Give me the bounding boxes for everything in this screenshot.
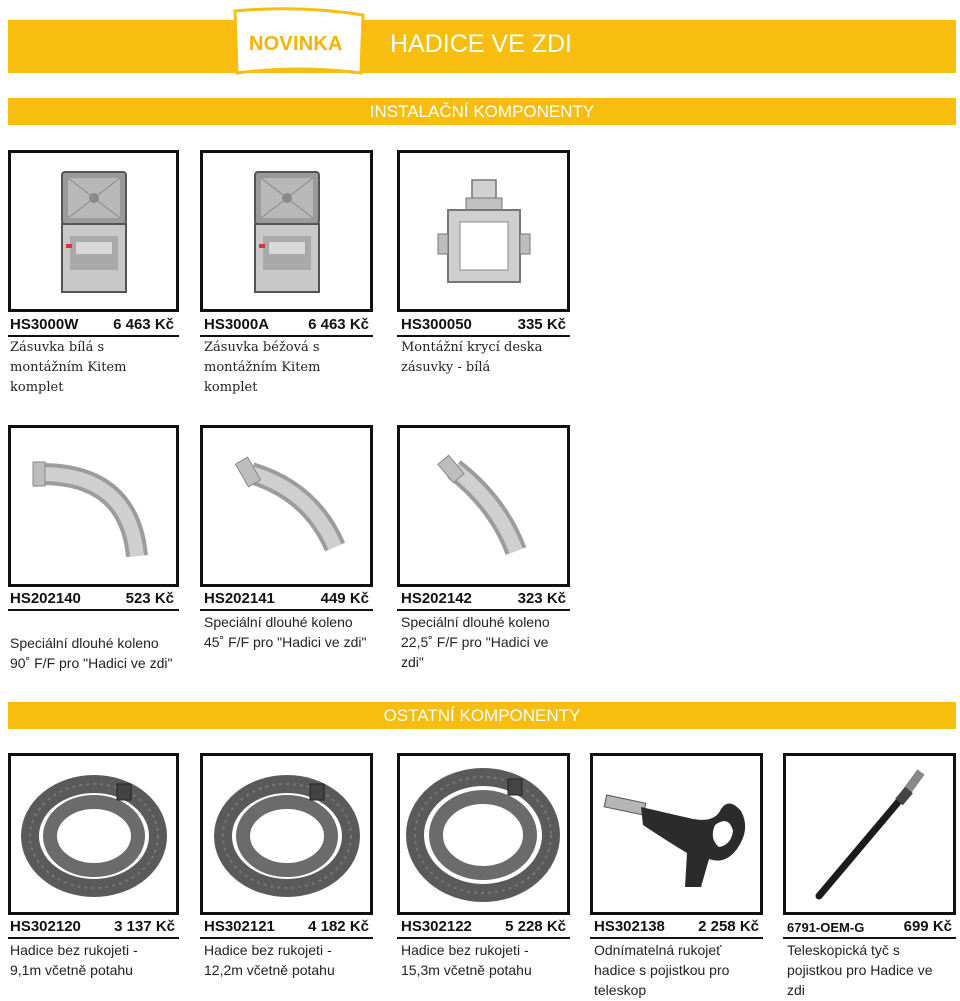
divider <box>590 937 763 939</box>
product-code-hs3000a: HS3000A <box>204 316 270 333</box>
divider <box>783 937 956 939</box>
product-desc-hs302120: Hadice bez rukojeti - 9,1m včetně potahu <box>10 942 138 978</box>
hose-coil-icon <box>19 772 169 897</box>
divider <box>397 335 570 337</box>
product-desc-hs3000a: Zásuvka béžová s montážním Kitem komplet <box>204 340 321 395</box>
divider <box>200 609 373 611</box>
product-image-hs302122 <box>397 753 570 915</box>
telescopic-wand-icon <box>805 764 935 904</box>
product-price-6791-oem-g: 699 Kč <box>903 918 952 935</box>
divider <box>8 937 179 939</box>
product-image-hs302138 <box>590 753 763 915</box>
section-install-header: INSTALAČNÍ KOMPONENTY <box>8 98 956 125</box>
product-image-hs3000w <box>8 150 179 312</box>
elbow-90-icon <box>29 446 159 566</box>
wall-socket-icon <box>54 166 134 296</box>
product-code-hs302138: HS302138 <box>594 918 665 935</box>
product-code-hs302122: HS302122 <box>401 918 472 935</box>
product-desc-6791-oem-g: Teleskopická tyč s pojistkou pro Hadice ve zdi <box>787 942 933 998</box>
product-code-hs302120: HS302120 <box>10 918 81 935</box>
product-price-hs202141: 449 Kč <box>320 590 369 607</box>
product-image-hs302120 <box>8 753 179 915</box>
product-code-hs202141: HS202141 <box>204 590 275 607</box>
product-desc-hs302122: Hadice bez rukojeti - 15,3m včetně potahu <box>401 942 532 978</box>
divider <box>200 937 373 939</box>
product-price-hs302121: 4 182 Kč <box>308 918 369 935</box>
mounting-plate-icon <box>434 176 534 286</box>
product-desc-hs202141: Speciální dlouhé koleno 45˚ F/F pro "Hadici ve zdi" <box>204 614 367 650</box>
product-code-6791-oem-g: 6791-OEM-G <box>787 920 865 935</box>
product-price-hs3000w: 6 463 Kč <box>113 316 174 333</box>
product-desc-hs302121: Hadice bez rukojeti - 12,2m včetně potahu <box>204 942 335 978</box>
section-other-header: OSTATNÍ KOMPONENTY <box>8 702 956 729</box>
product-desc-hs202140: Speciální dlouhé koleno 90˚ F/F pro "Hadici ve zdi" <box>10 635 173 671</box>
hose-coil-icon <box>212 772 362 897</box>
product-price-hs202142: 323 Kč <box>517 590 566 607</box>
product-image-hs300050 <box>397 150 570 312</box>
elbow-45-icon <box>227 451 347 561</box>
product-price-hs202140: 523 Kč <box>125 590 174 607</box>
product-image-hs3000a <box>200 150 373 312</box>
product-code-hs202140: HS202140 <box>10 590 81 607</box>
divider <box>8 609 179 611</box>
hose-coil-icon <box>406 767 561 902</box>
product-image-hs202142 <box>397 425 570 587</box>
hose-handle-icon <box>597 769 757 899</box>
divider <box>397 937 570 939</box>
product-price-hs302138: 2 258 Kč <box>698 918 759 935</box>
product-code-hs3000w: HS3000W <box>10 316 79 333</box>
product-price-hs300050: 335 Kč <box>517 316 566 333</box>
product-price-hs3000a: 6 463 Kč <box>308 316 369 333</box>
product-desc-hs3000w: Zásuvka bílá s montážním Kitem komplet <box>10 340 127 395</box>
product-image-6791-oem-g <box>783 753 956 915</box>
product-image-hs202141 <box>200 425 373 587</box>
product-price-hs302122: 5 228 Kč <box>505 918 566 935</box>
product-desc-hs300050: Montážní krycí deska zásuvky - bílá <box>401 340 543 375</box>
divider <box>8 335 179 337</box>
product-image-hs202140 <box>8 425 179 587</box>
page-title: HADICE VE ZDI <box>390 30 572 58</box>
product-price-hs302120: 3 137 Kč <box>114 918 175 935</box>
elbow-22-icon <box>434 451 534 561</box>
product-desc-hs202142: Speciální dlouhé koleno 22,5˚ F/F pro "Hadici ve zdi" <box>401 614 550 670</box>
novinka-badge-label: NOVINKA <box>249 33 343 55</box>
divider <box>200 335 373 337</box>
product-code-hs202142: HS202142 <box>401 590 472 607</box>
product-code-hs300050: HS300050 <box>401 316 472 333</box>
divider <box>397 609 570 611</box>
wall-socket-icon <box>247 166 327 296</box>
product-code-hs302121: HS302121 <box>204 918 275 935</box>
product-image-hs302121 <box>200 753 373 915</box>
product-desc-hs302138: Odnímatelná rukojeť hadice s pojistkou pro teleskop <box>594 942 730 998</box>
